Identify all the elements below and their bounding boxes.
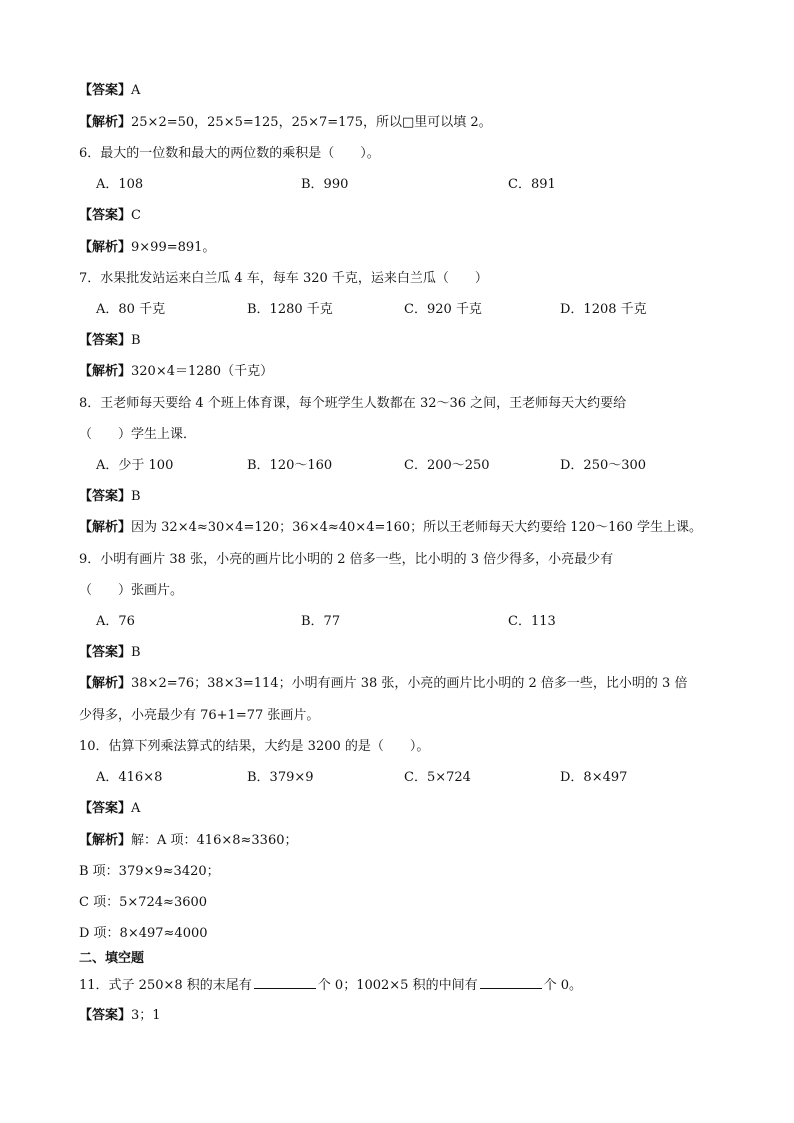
q6-option-a: A．108 bbox=[96, 177, 144, 192]
analysis-text: 解：A 项：416×8≈3360； bbox=[131, 833, 298, 848]
analysis-text: 9×99=891。 bbox=[131, 240, 216, 255]
answer-label: 【答案】 bbox=[79, 489, 132, 504]
q10-answer bbox=[79, 800, 140, 818]
answer-value: B bbox=[131, 645, 141, 660]
analysis-text: 320×4＝1280（千克） bbox=[131, 364, 274, 379]
q11-stem-part2: 个 0；1002×5 积的中间有 bbox=[317, 978, 478, 993]
answer-label: 【答案】 bbox=[79, 208, 132, 223]
q10-analysis-line3: C 项：5×724≈3600 bbox=[79, 895, 208, 910]
q9-stem-line1: 9．小明有画片 38 张，小亮的画片比小明的 2 倍多一些，比小明的 3 倍少得多，小亮最少有 bbox=[79, 552, 614, 567]
q11-stem-part3: 个 0。 bbox=[543, 978, 582, 993]
q10-option-c: C．5×724 bbox=[404, 770, 471, 785]
q8-stem-line1: 8．王老师每天要给 4 个班上体育课，每个班学生人数都在 32～36 之间，王老师每天大约要给 bbox=[79, 396, 627, 411]
q6-analysis bbox=[79, 239, 215, 257]
analysis-label: 【解析】 bbox=[79, 364, 132, 379]
q9-analysis-line1 bbox=[79, 675, 687, 693]
analysis-text: 因为 32×4≈30×4=120；36×4≈40×4=160；所以王老师每天大约要给 120～160 学生上课。 bbox=[131, 520, 703, 535]
q8-option-b: B．120～160 bbox=[247, 458, 333, 473]
q9-analysis-line2: 少得多，小亮最少有 76+1=77 张画片。 bbox=[79, 708, 320, 723]
q8-answer bbox=[79, 488, 141, 506]
q7-analysis bbox=[79, 363, 273, 381]
q6-stem: 6．最大的一位数和最大的两位数的乘积是（ ）。 bbox=[79, 146, 380, 161]
answer-label: 【答案】 bbox=[79, 333, 132, 348]
answer-value: A bbox=[131, 83, 141, 98]
analysis-label: 【解析】 bbox=[79, 676, 132, 691]
answer-value: C bbox=[131, 208, 141, 223]
q10-analysis-line1 bbox=[79, 832, 298, 850]
analysis-label: 【解析】 bbox=[79, 240, 132, 255]
answer-label: 【答案】 bbox=[79, 1008, 132, 1023]
q7-answer bbox=[79, 332, 141, 350]
q10-analysis-line4: D 项：8×497≈4000 bbox=[79, 926, 208, 941]
q10-option-b: B．379×9 bbox=[247, 770, 314, 785]
q10-stem: 10．估算下列乘法算式的结果，大约是 3200 的是（ ）。 bbox=[79, 739, 430, 754]
q6-option-b: B．990 bbox=[301, 177, 349, 192]
q8-stem-line2: （ ）学生上课． bbox=[79, 427, 197, 442]
analysis-label: 【解析】 bbox=[79, 520, 132, 535]
fill-blank-1 bbox=[254, 976, 316, 989]
analysis-text: 25×2=50，25×5=125，25×7=175，所以□里可以填 2。 bbox=[131, 115, 492, 130]
q9-stem-line2: （ ）张画片。 bbox=[79, 583, 184, 598]
q6-option-c: C．891 bbox=[508, 177, 556, 192]
answer-label: 【答案】 bbox=[79, 83, 132, 98]
q9-option-a: A．76 bbox=[96, 614, 135, 629]
answer-label: 【答案】 bbox=[79, 645, 132, 660]
q8-option-d: D．250～300 bbox=[560, 458, 647, 473]
q6-answer bbox=[79, 207, 141, 225]
analysis-text: 38×2=76；38×3=114；小明有画片 38 张，小亮的画片比小明的 2 倍多一些，比小明的 3 倍 bbox=[131, 676, 688, 691]
q7-option-d: D．1208 千克 bbox=[560, 302, 647, 317]
q11-stem-part1: 11．式子 250×8 积的末尾有 bbox=[79, 978, 252, 993]
q10-analysis-line2: B 项：379×9≈3420； bbox=[79, 864, 220, 879]
analysis-label: 【解析】 bbox=[79, 115, 132, 130]
answer-value: B bbox=[131, 489, 141, 504]
q9-option-b: B．77 bbox=[301, 614, 341, 629]
q11-stem bbox=[79, 976, 582, 995]
q8-analysis bbox=[79, 519, 702, 537]
answer-value: 3；1 bbox=[131, 1008, 161, 1023]
q8-option-c: C．200～250 bbox=[404, 458, 490, 473]
q7-option-c: C．920 千克 bbox=[404, 302, 482, 317]
fill-blank-2 bbox=[480, 976, 542, 989]
q9-answer bbox=[79, 644, 141, 662]
section-title: 二、填空题 bbox=[79, 951, 145, 966]
answer-value: B bbox=[131, 333, 141, 348]
q8-option-a: A．少于 100 bbox=[96, 458, 174, 473]
q10-option-d: D．8×497 bbox=[560, 770, 628, 785]
q7-stem: 7．水果批发站运来白兰瓜 4 车，每车 320 千克，运来白兰瓜（ ） bbox=[79, 271, 488, 286]
q5-analysis bbox=[79, 114, 492, 132]
q11-answer bbox=[79, 1007, 161, 1025]
answer-value: A bbox=[131, 801, 141, 816]
analysis-label: 【解析】 bbox=[79, 833, 132, 848]
q7-option-b: B．1280 千克 bbox=[247, 302, 333, 317]
q9-option-c: C．113 bbox=[508, 614, 556, 629]
q5-answer bbox=[79, 82, 140, 100]
q10-option-a: A．416×8 bbox=[96, 770, 163, 785]
q7-option-a: A．80 千克 bbox=[96, 302, 166, 317]
answer-label: 【答案】 bbox=[79, 801, 132, 816]
